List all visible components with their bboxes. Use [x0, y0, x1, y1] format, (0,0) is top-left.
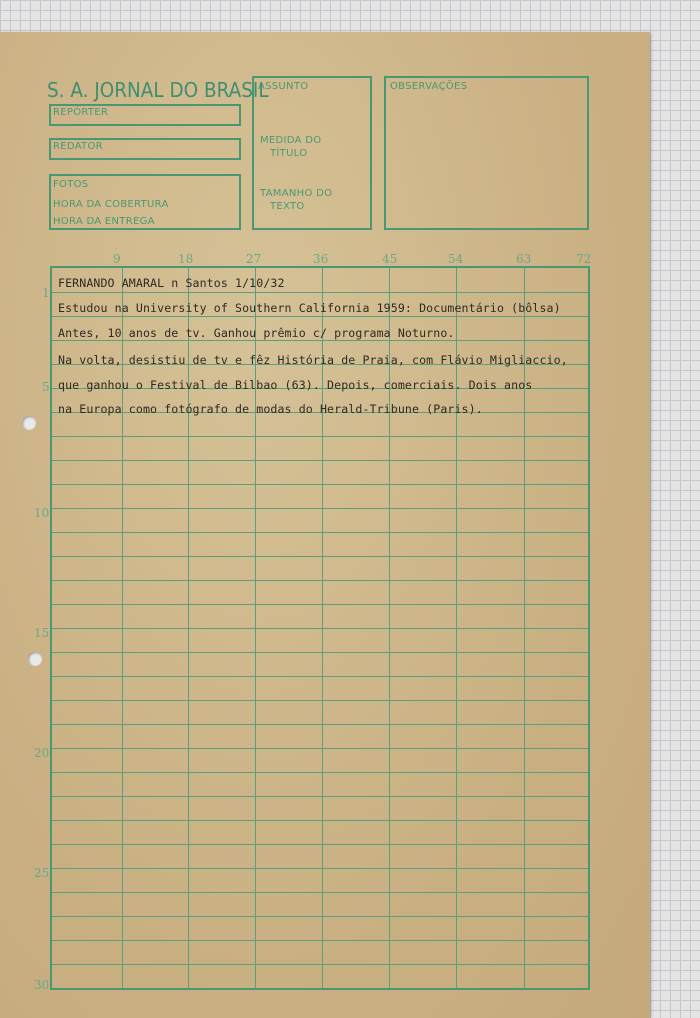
hora-cobertura-label: HORA DA COBERTURA	[53, 199, 169, 210]
observacoes-label: OBSERVAÇÕES	[390, 81, 468, 92]
row-marker: 15	[34, 626, 50, 640]
grid-row-line	[52, 340, 588, 341]
row-marker: 10	[34, 506, 50, 520]
punch-hole	[28, 652, 42, 666]
row-marker: 25	[34, 866, 50, 880]
grid-row-line	[52, 700, 588, 701]
row-marker: 1	[42, 286, 50, 300]
grid-row-line	[52, 916, 588, 917]
typed-line: na Europa como fotógrafo de modas do Herald-Tribune (Paris).	[58, 402, 483, 416]
column-marker: 45	[382, 252, 398, 266]
grid-row-line	[52, 628, 588, 629]
medida-titulo-label-1: MEDIDA DO	[260, 135, 322, 146]
grid-row-line	[52, 652, 588, 653]
fotos-label: FOTOS	[53, 179, 89, 190]
assunto-field	[252, 76, 372, 230]
typed-line: que ganhou o Festival de Bilbao (63). Depois, comerciais. Dois anos	[58, 378, 533, 392]
grid-row-line	[52, 508, 588, 509]
typed-line: FERNANDO AMARAL n Santos 1/10/32	[58, 276, 285, 290]
reporter-field	[49, 104, 241, 126]
grid-row-line	[52, 748, 588, 749]
typed-line: Antes, 10 anos de tv. Ganhou prêmio c/ programa Noturno.	[58, 326, 455, 340]
punch-hole	[22, 416, 36, 430]
observacoes-field	[384, 76, 589, 230]
reporter-label: REPÓRTER	[53, 107, 109, 118]
typed-line: Estudou na University of Southern California 1959: Documentário (bôlsa)	[58, 301, 561, 315]
grid-row-line	[52, 796, 588, 797]
hora-entrega-label: HORA DA ENTREGA	[53, 216, 155, 227]
column-marker: 9	[113, 252, 121, 266]
grid-row-line	[52, 676, 588, 677]
row-marker: 5	[42, 380, 50, 394]
column-marker: 63	[516, 252, 532, 266]
grid-row-line	[52, 316, 588, 317]
column-marker: 54	[448, 252, 464, 266]
column-marker: 36	[313, 252, 329, 266]
grid-row-line	[52, 772, 588, 773]
column-marker: 72	[576, 252, 592, 266]
assunto-label: ASSUNTO	[258, 81, 309, 92]
grid-row-line	[52, 460, 588, 461]
typed-line: Na volta, desistiu de tv e fêz História de Praia, com Flávio Migliaccio,	[58, 353, 568, 367]
row-marker: 20	[34, 746, 50, 760]
ruled-writing-grid	[50, 266, 590, 990]
medida-titulo-label-2: TÍTULO	[270, 148, 308, 159]
grid-row-line	[52, 844, 588, 845]
column-marker: 18	[178, 252, 194, 266]
column-marker: 27	[246, 252, 262, 266]
fotos-hora-field	[49, 174, 241, 230]
grid-row-line	[52, 940, 588, 941]
grid-row-line	[52, 604, 588, 605]
grid-row-line	[52, 556, 588, 557]
grid-row-line	[52, 820, 588, 821]
redator-label: REDATOR	[53, 141, 103, 152]
redator-field	[49, 138, 241, 160]
grid-row-line	[52, 436, 588, 437]
tamanho-texto-label-1: TAMANHO DO	[260, 188, 333, 199]
grid-row-line	[52, 532, 588, 533]
grid-row-line	[52, 292, 588, 293]
grid-row-line	[52, 580, 588, 581]
grid-row-line	[52, 724, 588, 725]
grid-row-line	[52, 964, 588, 965]
grid-row-line	[52, 868, 588, 869]
tamanho-texto-label-2: TEXTO	[270, 201, 305, 212]
newspaper-title: S. A. JORNAL DO BRASIL	[47, 78, 269, 102]
row-marker: 30	[34, 978, 50, 992]
grid-row-line	[52, 892, 588, 893]
grid-row-line	[52, 484, 588, 485]
